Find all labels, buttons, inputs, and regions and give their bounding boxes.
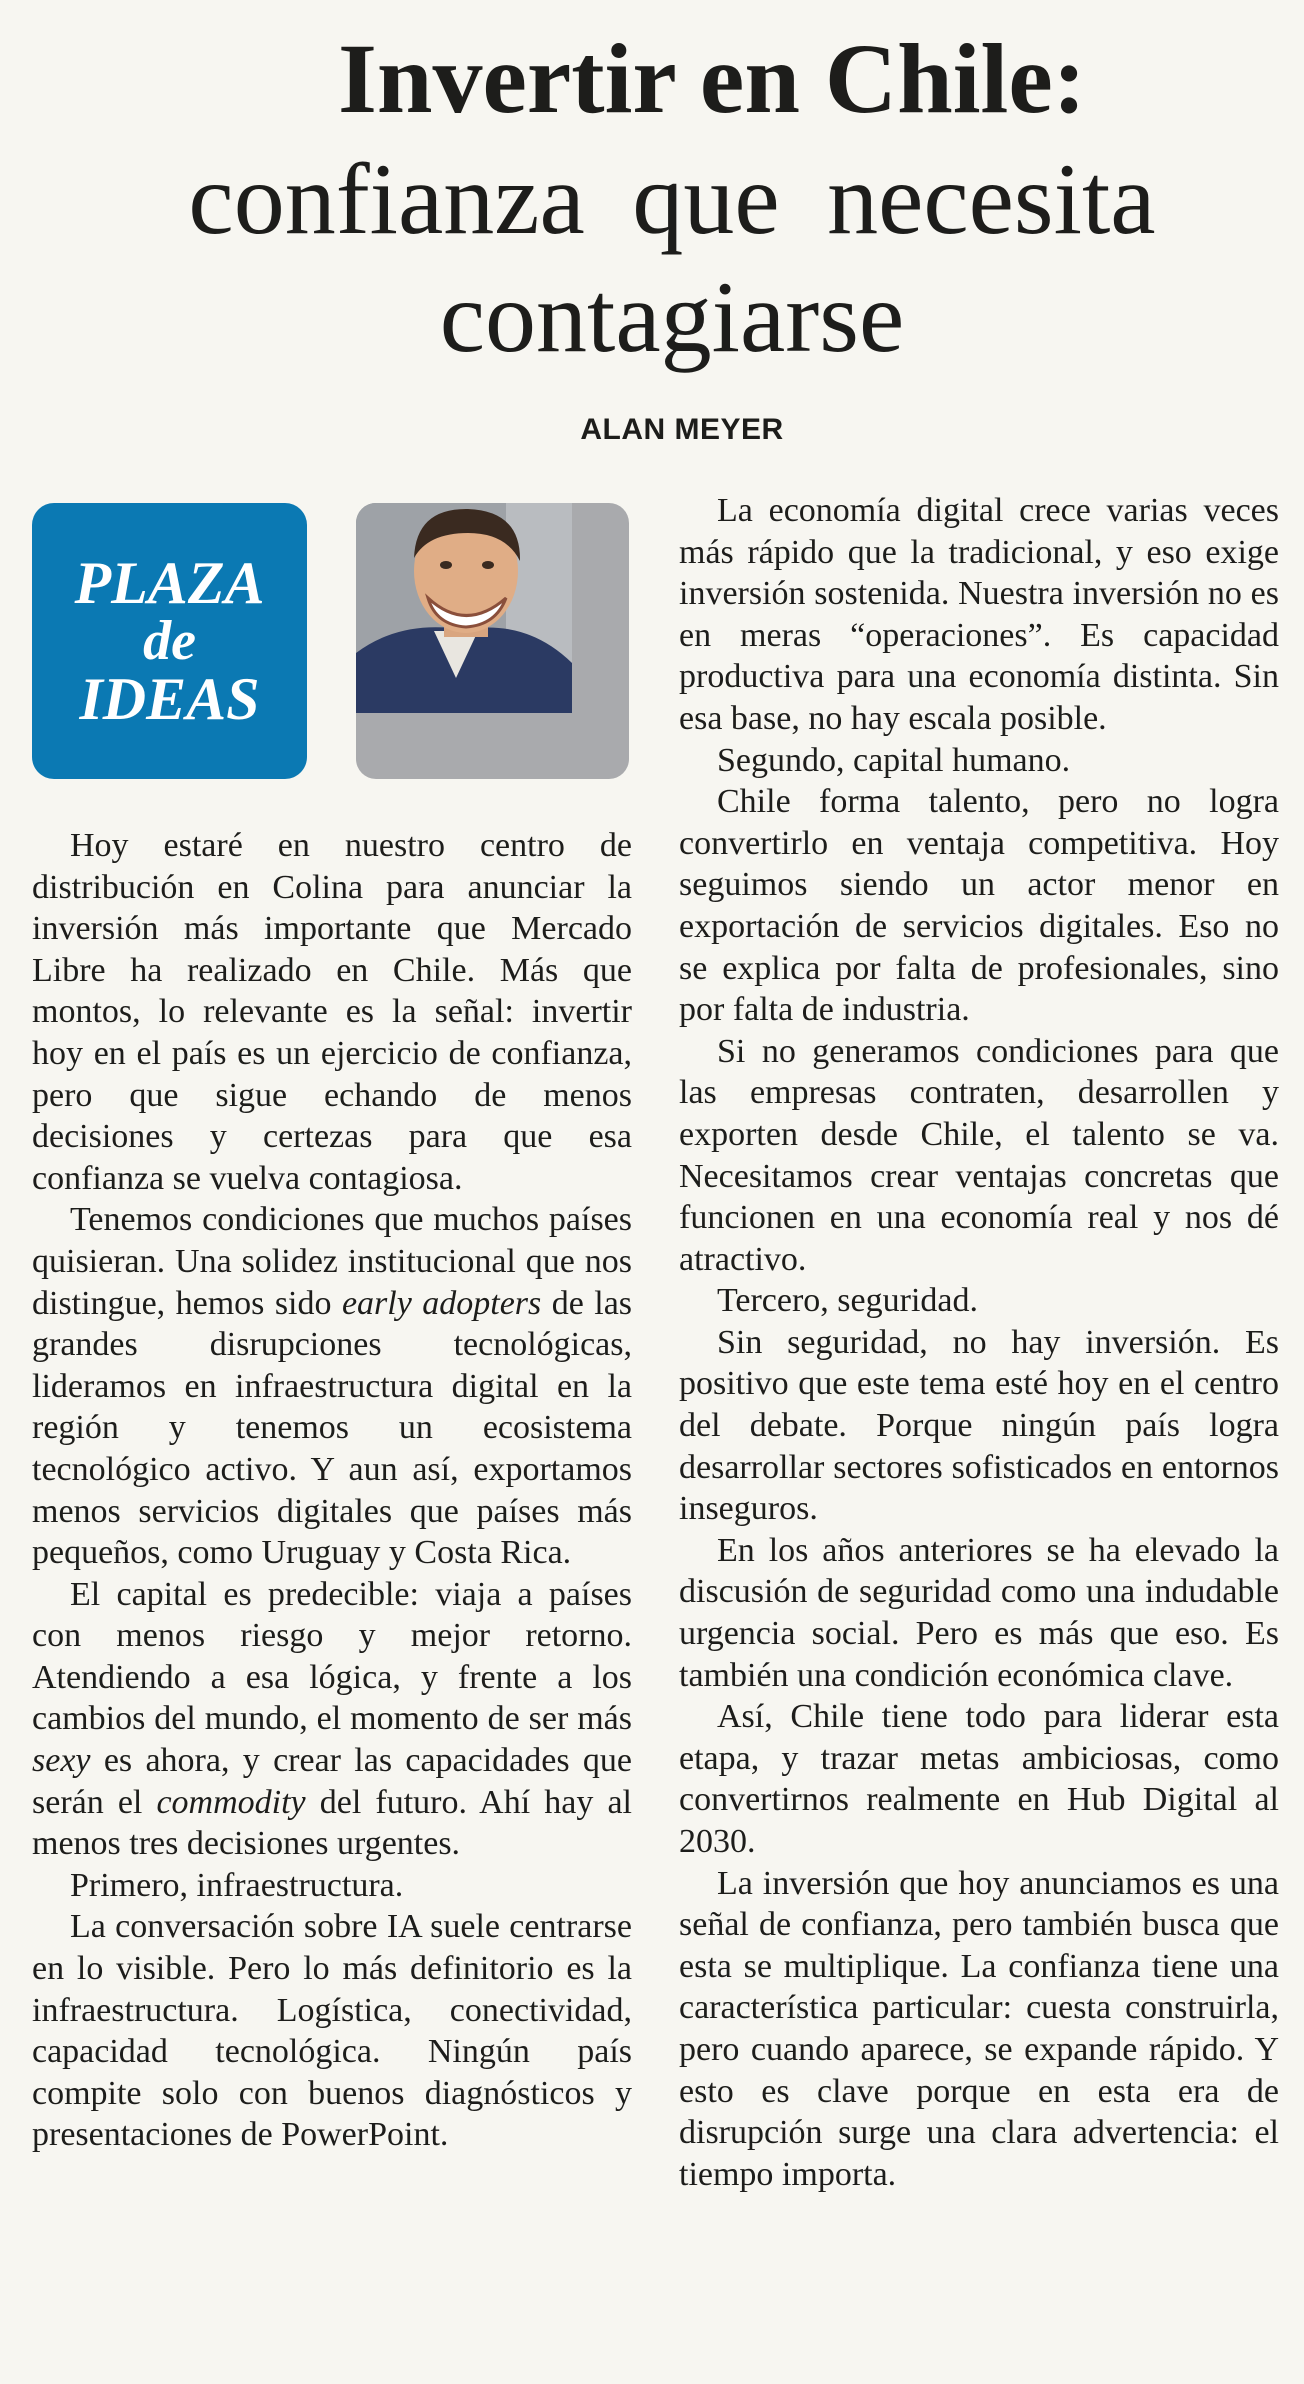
article-paragraph: Sin seguridad, no hay inversión. Es positivo que este tema esté hoy en el centro del debate. Porque ningún país logra desarrollar sectores sofisticados en entornos inseguros. — [679, 1323, 1279, 1528]
article-column-right — [679, 490, 1279, 2195]
author-photo — [356, 503, 572, 713]
italic-term: commodity — [156, 1783, 306, 1821]
headline — [0, 20, 1304, 374]
section-badge-line-3: IDEAS — [79, 666, 260, 732]
headline-line-2: confianza que necesita — [188, 143, 1156, 256]
article-subhead: Tercero, seguridad. — [717, 1282, 978, 1320]
article-paragraph: Así, Chile tiene todo para liderar esta etapa, y trazar metas ambiciosas, como convertirnos realmente en Hub Digital al 2030. — [679, 1698, 1279, 1860]
article-subhead: Primero, infraestructura. — [70, 1866, 404, 1904]
paragraph-text: del futuro. Ahí hay al menos tres decisiones urgentes. — [32, 1783, 632, 1863]
author-photo-frame — [356, 503, 629, 779]
article-paragraph: Chile forma talento, pero no logra convertirlo en ventaja competitiva. Hoy seguimos siendo un actor menor en exportación de servicios digitales. Eso no se explica por falta de profesionales, sino por falta de industria. — [679, 783, 1279, 1029]
author-portrait-illustration — [356, 503, 572, 713]
article-paragraph: La conversación sobre IA suele centrarse en lo visible. Pero lo más definitorio es la infraestructura. Logística, conectividad, capacidad tecnológica. Ningún país compite solo con buenos diagnósticos y presentaciones de PowerPoint. — [32, 1908, 632, 2154]
paragraph-text: Tenemos condiciones que muchos países quisieran. Una solidez institucional que nos distingue, hemos sido — [32, 1201, 632, 1322]
article-subhead: Segundo, capital humano. — [717, 741, 1071, 779]
article-paragraph: Si no generamos condiciones para que las empresas contraten, desarrollen y exporten desde Chile, el talento se va. Necesitamos crear ventajas concretas que funcionen en una economía real y nos dé atractivo. — [679, 1032, 1279, 1278]
paragraph-text: de las grandes disrupciones tecnológicas, lideramos en infraestructura digital en la región y tenemos un ecosistema tecnológico activo. Y aun así, exportamos menos servicios digitales que países más pequeños, como Uruguay y Costa Rica. — [32, 1284, 633, 1572]
headline-line-1: Invertir en Chile: — [337, 23, 1087, 134]
article-paragraph: La economía digital crece varias veces más rápido que la tradicional, y eso exige inversión sostenida. Nuestra inversión no es en meras “operaciones”. Es capacidad productiva para una economía distinta. Sin esa base, no hay escala posible. — [679, 492, 1279, 737]
section-badge — [32, 503, 307, 779]
italic-term: sexy — [32, 1742, 91, 1780]
article-paragraph: En los años anteriores se ha elevado la discusión de seguridad como una indudable urgencia social. Pero es más que eso. Es también una condición económica clave. — [679, 1531, 1279, 1694]
italic-term: early adopters — [341, 1284, 542, 1322]
article-paragraph: Hoy estaré en nuestro centro de distribución en Colina para anunciar la inversión más importante que Mercado Libre ha realizado en Chile. Más que montos, lo relevante es la señal: invertir hoy en el país es un ejercicio de confianza, pero que sigue echando de menos decisiones y certezas para que esa confianza se vuelva contagiosa. — [32, 827, 632, 1197]
article-paragraph: La inversión que hoy anunciamos es una señal de confianza, pero también busca que esta se multiplique. La confianza tiene una característica particular: cuesta construirla, pero cuando aparece, se expande rápido. Y esto es clave porque en esta era de disrupción surge una clara advertencia: el tiempo importa. — [679, 1864, 1279, 2193]
paragraph-text: El capital es predecible: viaja a países con menos riesgo y mejor retorno. Atendiendo a esa lógica, y frente a los cambios del mundo, el momento de ser más — [32, 1575, 632, 1738]
article-paragraph — [32, 1199, 632, 1573]
author-byline: ALAN MEYER — [580, 413, 784, 446]
paragraph-text: es ahora, y crear las capacidades que serán el — [32, 1742, 632, 1821]
headline-line-3: contagiarse — [439, 261, 905, 374]
section-badge-line-2: de — [143, 610, 196, 672]
article-paragraph — [32, 1574, 632, 1865]
section-badge-line-1: PLAZA — [74, 550, 265, 616]
